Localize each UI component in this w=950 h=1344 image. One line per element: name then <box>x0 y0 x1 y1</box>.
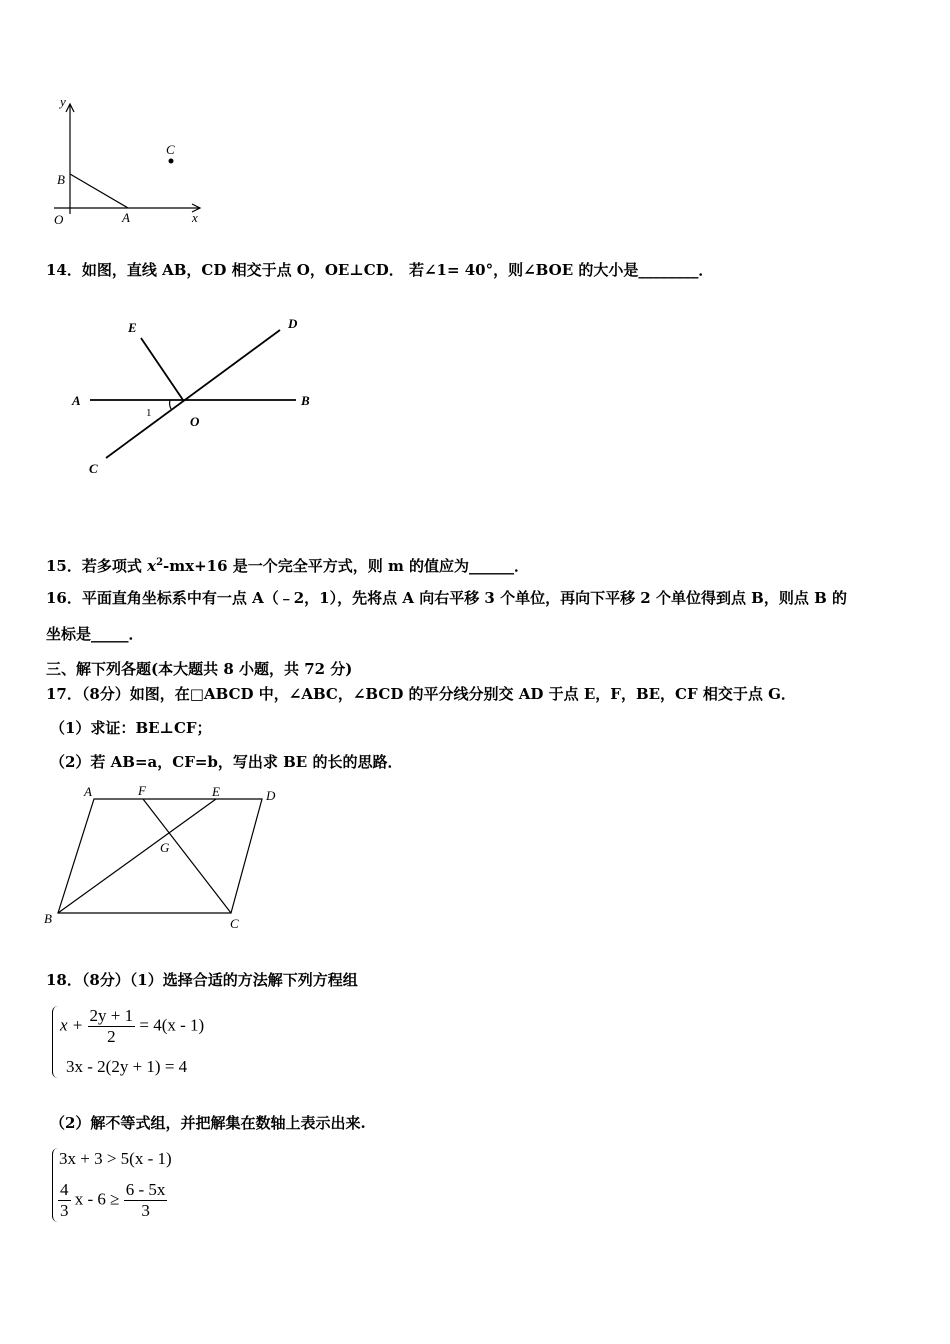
question-17: 17．（8分）如图，在□ABCD 中，∠ABC，∠BCD 的平分线分别交 AD 于点 E，F，BE，CF 相交于点 G． <box>46 685 796 703</box>
system2-ineq2 <box>58 1180 167 1221</box>
label-c: C <box>166 142 175 157</box>
label-o: O <box>54 212 64 227</box>
label-a: A <box>72 393 81 408</box>
question-18: 18．（8分）（1）选择合适的方法解下列方程组 <box>46 971 358 989</box>
label-e: E <box>128 320 137 335</box>
question-16-line2: 坐标是_____． <box>46 625 144 643</box>
segment-be <box>58 799 216 913</box>
label-d: D <box>266 788 276 803</box>
system2-ineq1: 3x + 3 > 5(x - 1) <box>59 1149 172 1168</box>
question-15 <box>46 553 529 576</box>
label-g: G <box>160 840 170 855</box>
lines-figure <box>60 305 330 485</box>
parallelogram-figure <box>38 780 288 935</box>
question-14: 14．如图，直线 AB，CD 相交于点 O，OE⊥CD． 若∠1= 40°，则∠BOE 的大小是________． <box>46 261 714 279</box>
point-c <box>169 159 174 164</box>
label-x: x <box>192 210 198 225</box>
ineq2-right-numerator: 6 - 5x <box>125 1180 166 1199</box>
system1-brace <box>52 1006 59 1078</box>
question-16-line1: 16．平面直角坐标系中有一点 A（﹣2，1），先将点 A 向右平移 3 个单位，再向下平移 2 个单位得到点 B，则点 B 的 <box>46 589 847 607</box>
ineq2-left-numerator: 4 <box>60 1180 69 1199</box>
label-f: F <box>138 783 146 798</box>
label-b: B <box>57 172 65 187</box>
q15-prefix: 15．若多项式 <box>46 557 148 575</box>
q15-poly: x <box>147 557 157 575</box>
system1-eq1 <box>60 1006 204 1047</box>
eq1-denominator: 2 <box>107 1027 116 1046</box>
question-17-part2: （2）若 AB=a，CF=b，写出求 BE 的长的思路． <box>50 753 403 771</box>
label-y: y <box>60 94 66 109</box>
label-o: O <box>190 414 200 429</box>
question-18-part2: （2）解不等式组，并把解集在数轴上表示出来. <box>50 1114 366 1132</box>
label-b: B <box>301 393 310 408</box>
line-cd <box>106 330 280 458</box>
segment-ba <box>70 174 128 208</box>
eq1-right: = 4(x - 1) <box>139 1015 205 1035</box>
ineq2-left-denominator: 3 <box>60 1201 69 1220</box>
eq1-left: x + <box>60 1015 84 1035</box>
eq1-fraction <box>88 1006 136 1047</box>
label-c: C <box>89 461 98 476</box>
ineq2-right-fraction <box>124 1180 168 1221</box>
label-1: 1 <box>146 407 152 419</box>
q15-sup: 2 <box>156 557 164 568</box>
section-three-heading: 三、解下列各题(本大题共 8 小题，共 72 分) <box>46 660 353 678</box>
ray-oe <box>141 338 183 400</box>
system1-eq2: 3x - 2(2y + 1) = 4 <box>66 1057 188 1076</box>
ineq2-left-fraction <box>58 1180 71 1221</box>
q15-rest: -mx+16 是一个完全平方式，则 m 的值应为______． <box>163 557 530 575</box>
ineq2-right-denominator: 3 <box>141 1201 150 1220</box>
ineq2-middle: x - 6 ≥ <box>74 1189 120 1209</box>
label-a: A <box>84 784 92 799</box>
eq1-numerator: 2y + 1 <box>89 1006 134 1025</box>
label-d: D <box>288 316 298 331</box>
label-b: B <box>44 911 52 926</box>
label-e: E <box>212 784 220 799</box>
question-17-part1: （1）求证：BE⊥CF； <box>50 719 212 737</box>
label-c: C <box>230 916 239 931</box>
segment-cf <box>143 799 231 913</box>
angle-arc <box>170 400 171 409</box>
coordinate-figure <box>40 92 220 232</box>
parallelogram-abcd <box>58 799 262 913</box>
label-a: A <box>122 210 130 225</box>
